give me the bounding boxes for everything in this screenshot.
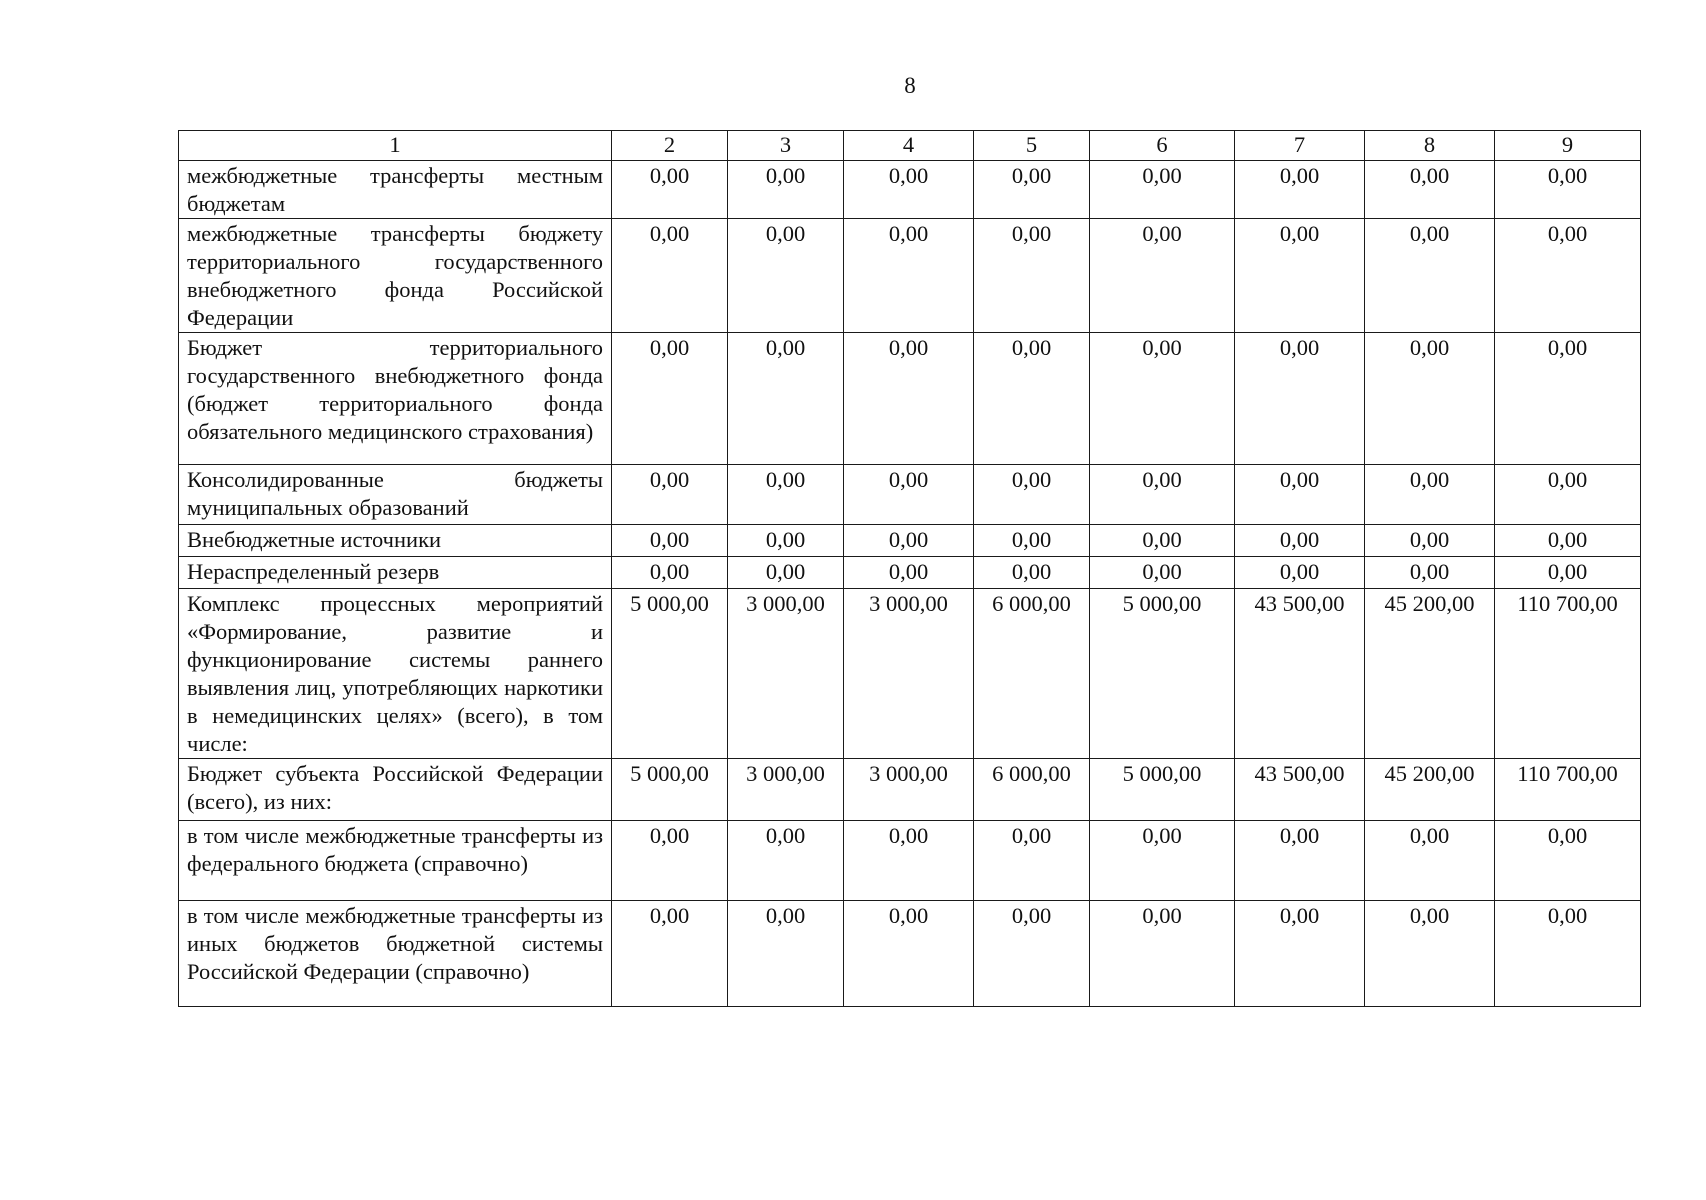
value-cell: 0,00 (974, 161, 1090, 219)
value-cell: 0,00 (1495, 465, 1641, 525)
value-cell: 0,00 (974, 557, 1090, 589)
value-cell: 0,00 (844, 161, 974, 219)
value-cell: 45 200,00 (1365, 759, 1495, 821)
value-cell: 43 500,00 (1235, 589, 1365, 759)
row-label: Нераспределенный резерв (179, 557, 612, 589)
row-label: Внебюджетные источники (179, 525, 612, 557)
value-cell: 0,00 (1090, 901, 1235, 1007)
value-cell: 0,00 (1235, 525, 1365, 557)
value-cell: 0,00 (1365, 821, 1495, 901)
column-header: 2 (612, 131, 728, 161)
column-header: 5 (974, 131, 1090, 161)
value-cell: 0,00 (844, 901, 974, 1007)
value-cell: 0,00 (1495, 557, 1641, 589)
value-cell: 5 000,00 (1090, 759, 1235, 821)
value-cell: 110 700,00 (1495, 759, 1641, 821)
value-cell: 0,00 (728, 557, 844, 589)
value-cell: 0,00 (612, 219, 728, 333)
budget-table (178, 130, 1641, 1007)
value-cell: 0,00 (1090, 161, 1235, 219)
row-label: Комплекс процессных мероприятий «Формирование, развитие и функционирование системы раннего выявления лиц, употребляющих наркотики в немедицинских целях» (всего), в том числе: (179, 589, 612, 759)
value-cell: 0,00 (1235, 465, 1365, 525)
value-cell: 0,00 (1090, 525, 1235, 557)
value-cell: 0,00 (974, 821, 1090, 901)
column-header: 7 (1235, 131, 1365, 161)
value-cell: 0,00 (728, 161, 844, 219)
value-cell: 0,00 (1365, 161, 1495, 219)
value-cell: 0,00 (1365, 525, 1495, 557)
value-cell: 0,00 (1365, 901, 1495, 1007)
value-cell: 6 000,00 (974, 589, 1090, 759)
page-number: 8 (904, 73, 916, 98)
value-cell: 0,00 (844, 557, 974, 589)
value-cell: 0,00 (612, 557, 728, 589)
value-cell: 0,00 (612, 333, 728, 465)
value-cell: 0,00 (1495, 901, 1641, 1007)
column-header: 8 (1365, 131, 1495, 161)
value-cell: 5 000,00 (612, 759, 728, 821)
value-cell: 0,00 (974, 333, 1090, 465)
value-cell: 0,00 (844, 821, 974, 901)
value-cell: 0,00 (728, 901, 844, 1007)
value-cell: 0,00 (612, 525, 728, 557)
value-cell: 0,00 (1235, 161, 1365, 219)
table-row (179, 821, 1641, 901)
value-cell: 0,00 (1365, 333, 1495, 465)
value-cell: 0,00 (1090, 333, 1235, 465)
value-cell: 3 000,00 (844, 589, 974, 759)
value-cell: 45 200,00 (1365, 589, 1495, 759)
table-row (179, 333, 1641, 465)
value-cell: 0,00 (728, 525, 844, 557)
value-cell: 0,00 (1365, 465, 1495, 525)
row-label: межбюджетные трансферты местным бюджетам (179, 161, 612, 219)
value-cell: 0,00 (1495, 219, 1641, 333)
value-cell: 0,00 (728, 333, 844, 465)
column-header: 9 (1495, 131, 1641, 161)
value-cell: 0,00 (844, 525, 974, 557)
table-row (179, 465, 1641, 525)
table-header-row (179, 131, 1641, 161)
table-row (179, 557, 1641, 589)
value-cell: 0,00 (1235, 557, 1365, 589)
value-cell: 0,00 (1235, 219, 1365, 333)
value-cell: 0,00 (1235, 821, 1365, 901)
table-row (179, 589, 1641, 759)
value-cell: 0,00 (612, 465, 728, 525)
row-label: Бюджет территориального государственного внебюджетного фонда (бюджет территориального фонда обязательного медицинского страхования) (179, 333, 612, 465)
value-cell: 6 000,00 (974, 759, 1090, 821)
value-cell: 5 000,00 (612, 589, 728, 759)
value-cell: 0,00 (1090, 557, 1235, 589)
value-cell: 0,00 (612, 161, 728, 219)
value-cell: 0,00 (1495, 525, 1641, 557)
value-cell: 0,00 (974, 219, 1090, 333)
value-cell: 0,00 (974, 465, 1090, 525)
value-cell: 0,00 (612, 821, 728, 901)
column-header: 3 (728, 131, 844, 161)
table-row (179, 161, 1641, 219)
value-cell: 0,00 (1495, 161, 1641, 219)
value-cell: 43 500,00 (1235, 759, 1365, 821)
row-label: межбюджетные трансферты бюджету территориального государственного внебюджетного фонда Российской Федерации (179, 219, 612, 333)
value-cell: 0,00 (1365, 219, 1495, 333)
value-cell: 0,00 (1235, 901, 1365, 1007)
row-label: в том числе межбюджетные трансферты из федерального бюджета (справочно) (179, 821, 612, 901)
value-cell: 0,00 (1365, 557, 1495, 589)
value-cell: 0,00 (1495, 821, 1641, 901)
column-header: 4 (844, 131, 974, 161)
value-cell: 0,00 (1090, 821, 1235, 901)
column-header: 1 (179, 131, 612, 161)
column-header: 6 (1090, 131, 1235, 161)
row-label: Бюджет субъекта Российской Федерации (всего), из них: (179, 759, 612, 821)
value-cell: 0,00 (1090, 219, 1235, 333)
value-cell: 0,00 (728, 821, 844, 901)
value-cell: 0,00 (728, 465, 844, 525)
table-row (179, 759, 1641, 821)
row-label: Консолидированные бюджеты муниципальных образований (179, 465, 612, 525)
value-cell: 5 000,00 (1090, 589, 1235, 759)
value-cell: 110 700,00 (1495, 589, 1641, 759)
table-row (179, 219, 1641, 333)
table-row (179, 525, 1641, 557)
value-cell: 0,00 (974, 901, 1090, 1007)
value-cell: 0,00 (974, 525, 1090, 557)
value-cell: 0,00 (844, 219, 974, 333)
value-cell: 0,00 (1090, 465, 1235, 525)
value-cell: 0,00 (728, 219, 844, 333)
value-cell: 0,00 (844, 333, 974, 465)
row-label: в том числе межбюджетные трансферты из иных бюджетов бюджетной системы Российской Федерации (справочно) (179, 901, 612, 1007)
value-cell: 3 000,00 (728, 589, 844, 759)
value-cell: 0,00 (1235, 333, 1365, 465)
value-cell: 0,00 (612, 901, 728, 1007)
value-cell: 0,00 (844, 465, 974, 525)
table-row (179, 901, 1641, 1007)
value-cell: 3 000,00 (844, 759, 974, 821)
value-cell: 0,00 (1495, 333, 1641, 465)
value-cell: 3 000,00 (728, 759, 844, 821)
